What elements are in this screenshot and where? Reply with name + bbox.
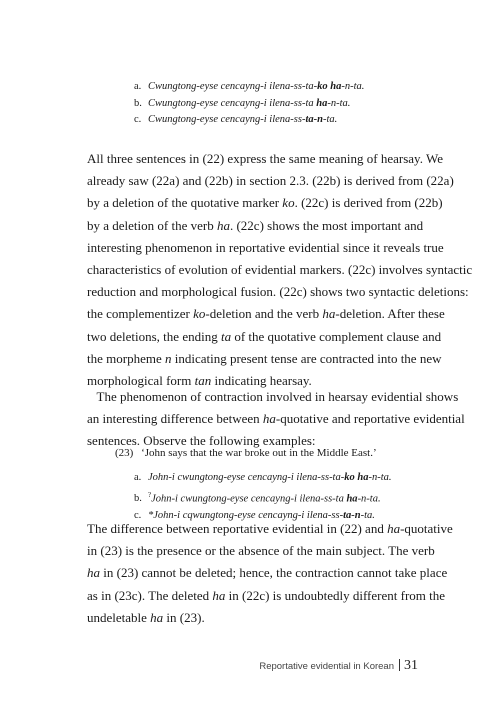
- paragraph-1: [87, 148, 473, 392]
- text-run: in (22c) is undoubtedly different from the: [225, 587, 446, 603]
- text-run: indicating present tense are contracted into the new: [171, 350, 442, 366]
- text-run: -quotative and reportative evidential: [275, 411, 465, 427]
- text-run: -ta.: [322, 114, 338, 125]
- text-run: -deletion and the verb: [205, 306, 323, 322]
- example-item-label: a.: [134, 81, 142, 92]
- text-run: of the quotative complement clause and: [231, 328, 442, 344]
- text-run: reduction and morphological fusion. (22c) shows two syntactic deletions:: [87, 284, 469, 300]
- text-run: ta-n: [343, 509, 361, 521]
- text-line: [87, 192, 443, 214]
- example-item: [134, 96, 364, 113]
- text-line: [87, 148, 443, 170]
- text-run: -n-ta.: [327, 97, 351, 109]
- text-run: two deletions, the ending: [87, 328, 221, 344]
- text-run: Cwungtong-eyse cencayng-i ilena-ss-ta-: [148, 81, 318, 92]
- example-item-label: b.: [134, 97, 142, 109]
- text-line: [87, 408, 465, 430]
- example-item: [134, 487, 392, 508]
- page-number: 31: [404, 658, 418, 673]
- text-run: *John-i cqwungtong-eyse cencayng-i ilena-ss-: [148, 509, 344, 521]
- text-run: ha: [316, 97, 328, 109]
- text-run: The difference between reportative evidential in (22) and: [87, 521, 388, 536]
- text-run: undeletable: [87, 609, 151, 625]
- text-run: the complementizer: [87, 306, 194, 322]
- text-run: ha: [346, 493, 358, 504]
- text-run: -n-ta.: [357, 493, 381, 504]
- text-run: the morpheme: [87, 350, 165, 366]
- text-run: Cwungtong-eyse cencayng-i ilena-ss-ta: [148, 97, 317, 109]
- text-run: ko: [282, 195, 295, 211]
- page-footer: [259, 658, 418, 674]
- text-run: ha: [216, 217, 230, 233]
- text-line: [87, 518, 453, 540]
- text-run: ?: [148, 490, 152, 499]
- text-run: in (23).: [163, 609, 205, 625]
- footer-divider: [399, 659, 400, 671]
- example-item-label: c.: [134, 509, 142, 521]
- text-run: n: [164, 350, 172, 366]
- example-23-gloss: ‘John says that the war broke out in the Middle East.’: [141, 447, 377, 459]
- text-run: indicating hearsay.: [211, 373, 312, 389]
- text-run: ha: [357, 472, 369, 483]
- text-run: ha: [150, 609, 164, 625]
- text-line: [87, 215, 424, 237]
- text-line: [87, 326, 442, 348]
- text-run: interesting phenomenon in reportative evidential since it reveals true: [87, 239, 444, 255]
- paragraph-3: [87, 518, 453, 629]
- text-run: sentences. Observe the following examples:: [87, 433, 316, 449]
- text-run: ha: [322, 306, 336, 322]
- text-line: [87, 607, 417, 629]
- text-line: [87, 562, 448, 584]
- text-line: [87, 281, 469, 303]
- text-run: ha: [262, 411, 276, 427]
- text-run: in (23) is the presence or the absence of the main subject. The verb: [87, 543, 435, 559]
- text-run: . (22c) shows the most important and: [229, 217, 424, 233]
- paragraph-2: [87, 386, 465, 453]
- text-run: -ta.: [360, 509, 375, 521]
- text-run: Cwungtong-eyse cencayng-i ilena-ss-: [148, 114, 306, 125]
- text-line: [87, 348, 442, 370]
- example-23-number: (23): [115, 447, 134, 459]
- text-run: -deletion. After these: [335, 306, 445, 322]
- text-run: tan: [194, 373, 212, 389]
- example-item: [134, 79, 364, 96]
- text-run: ha: [387, 521, 401, 536]
- example-item: [134, 112, 364, 129]
- example-22-list: [134, 79, 364, 129]
- text-run: already saw (22a) and (22b) in section 2.3. (22b) is derived from (22a): [87, 173, 454, 189]
- text-run: ha: [330, 81, 342, 92]
- text-run: by a deletion of the quotative marker: [87, 195, 283, 211]
- text-run: ko: [193, 306, 206, 322]
- text-line: [87, 259, 473, 281]
- text-run: John-i cwungtong-eyse cencayng-i ilena-ss-ta: [151, 493, 347, 504]
- text-run: by a deletion of the verb: [87, 217, 217, 233]
- running-title: Reportative evidential in Korean: [259, 661, 394, 672]
- example-item-label: a.: [134, 472, 142, 483]
- text-run: John-i cwungtong-eyse cencayng-i ilena-ss-ta-: [148, 472, 345, 483]
- text-run: an interesting difference between: [87, 411, 263, 427]
- text-run: -n-ta.: [368, 472, 392, 483]
- text-line: [87, 170, 454, 192]
- text-line: [87, 540, 435, 562]
- text-run: ha: [87, 565, 100, 581]
- text-run: ko: [344, 472, 355, 483]
- example-23-list: [134, 470, 392, 524]
- example-item-label: c.: [134, 114, 142, 125]
- example-item: [134, 470, 392, 487]
- text-run: . (22c) is derived from (22b): [294, 195, 443, 211]
- text-line: [87, 386, 459, 408]
- text-run: ta-n: [305, 114, 323, 125]
- text-run: ko: [317, 81, 328, 92]
- text-run: The phenomenon of contraction involved in hearsay evidential shows: [87, 389, 459, 404]
- text-run: ha: [212, 587, 226, 603]
- text-run: in (23) cannot be deleted; hence, the contraction cannot take place: [100, 565, 448, 581]
- text-run: All three sentences in (22) express the same meaning of hearsay. We: [87, 151, 443, 166]
- example-item-label: b.: [134, 493, 142, 504]
- text-run: as in (23c). The deleted: [87, 587, 213, 603]
- example-23-heading: [115, 445, 377, 461]
- text-run: ta: [220, 328, 232, 344]
- text-line: [87, 303, 445, 325]
- text-line: [87, 237, 444, 259]
- text-run: -n-ta.: [341, 81, 365, 92]
- text-run: characteristics of evolution of evidential markers. (22c) involves syntactic: [87, 262, 473, 278]
- text-run: -quotative: [400, 521, 453, 536]
- text-run: morphological form: [87, 373, 195, 389]
- text-line: [87, 585, 446, 607]
